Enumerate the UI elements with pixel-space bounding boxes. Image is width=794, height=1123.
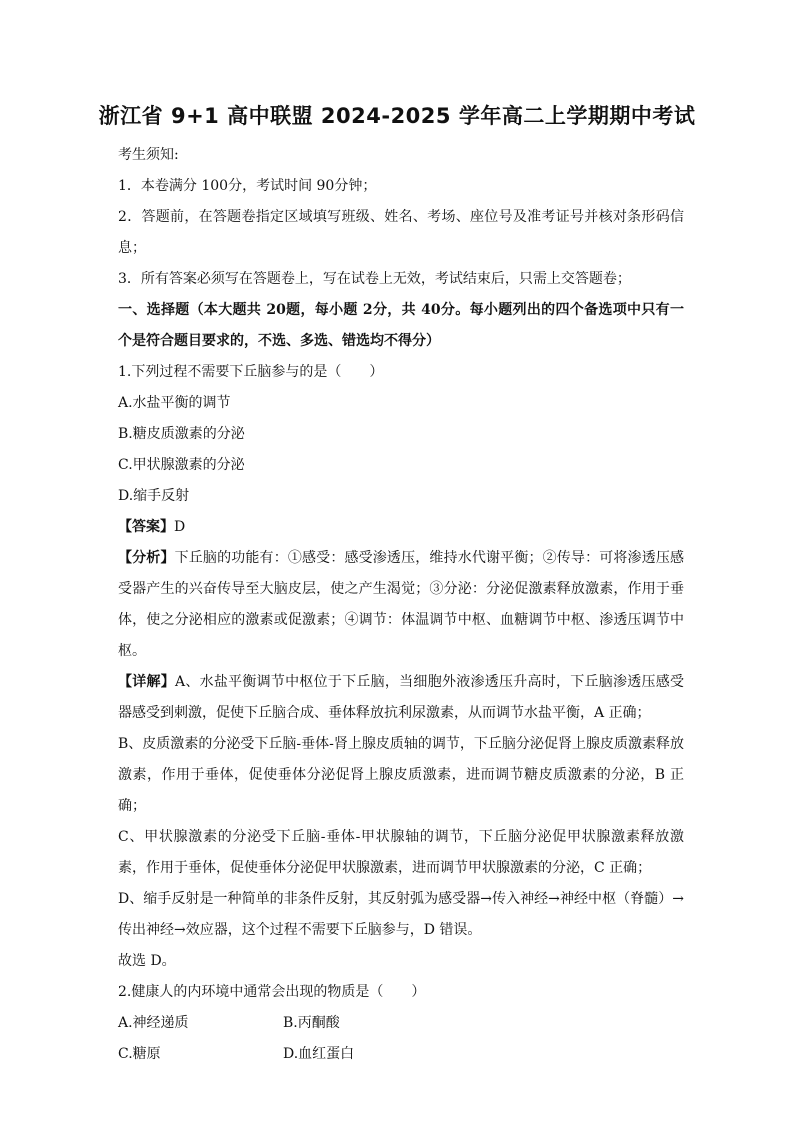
- notice-item: 1．本卷满分 100分，考试时间 90分钟；: [118, 178, 377, 194]
- analysis-paragraph: [118, 543, 684, 667]
- answer-line: [118, 512, 684, 543]
- option-c: C.甲状腺激素的分泌: [118, 457, 245, 473]
- detail-paragraph: D、缩手反射是一种简单的非条件反射，其反射弧为感受器→传入神经→神经中枢（脊髓）→传出神经→效应器，这个过程不需要下丘脑参与，D 错误。: [118, 891, 684, 938]
- option-b: B.丙酮酸: [283, 1015, 340, 1031]
- notice-item: 3．所有答案必须写在答题卷上，写在试卷上无效，考试结束后，只需上交答题卷；: [118, 271, 631, 287]
- option-b: B.糖皮质激素的分泌: [118, 426, 245, 442]
- option-d: D.缩手反射: [118, 488, 190, 504]
- option-d: D.血红蛋白: [283, 1046, 355, 1062]
- detail-paragraph: B、皮质激素的分泌受下丘脑-垂体-肾上腺皮质轴的调节，下丘脑分泌促肾上腺皮质激素释放激素，作用于垂体，促使垂体分泌促肾上腺皮质激素，进而调节糖皮质激素的分泌，B 正确；: [118, 736, 684, 814]
- detail-paragraph: C、甲状腺激素的分泌受下丘脑-垂体-甲状腺轴的调节，下丘脑分泌促甲状腺激素释放激素，作用于垂体，促使垂体分泌促甲状腺激素，进而调节甲状腺激素的分泌，C 正确；: [118, 829, 684, 876]
- notice-heading: 考生须知:: [118, 147, 179, 163]
- question-stem: 1.下列过程不需要下丘脑参与的是（ ）: [118, 364, 384, 380]
- page-title: 浙江省 9+1 高中联盟 2024-2025 学年高二上学期期中考试: [98, 104, 696, 128]
- option-a: A.水盐平衡的调节: [118, 395, 231, 411]
- question-options: [118, 1039, 684, 1070]
- detail-paragraph: [118, 667, 684, 729]
- analysis-tag: 【分析】: [118, 550, 175, 566]
- exam-content: [118, 140, 684, 1070]
- option-c: C.糖原: [118, 1046, 161, 1062]
- detail-text: A、水盐平衡调节中枢位于下丘脑，当细胞外液渗透压升高时，下丘脑渗透压感受器感受到刺激，促使下丘脑合成、垂体释放抗利尿激素，从而调节水盐平衡，A 正确；: [118, 674, 685, 721]
- question-options: [118, 388, 684, 512]
- analysis-text: 下丘脑的功能有：①感受：感受渗透压，维持水代谢平衡；②传导：可将渗透压感受器产生的兴奋传导至大脑皮层，使之产生渴觉；③分泌：分泌促激素释放激素，作用于垂体，使之分泌相应的激素或促激素；④调节：体温调节中枢、血糖调节中枢、渗透压调节中枢。: [118, 550, 685, 659]
- question-options: [118, 1008, 684, 1039]
- detail-tag: 【详解】: [118, 674, 176, 690]
- section-heading: 一、选择题（本大题共 20题，每小题 2分，共 40分。每小题列出的四个备选项中只有一个是符合题目要求的，不选、多选、错选均不得分）: [118, 302, 684, 349]
- conclusion: 故选 D。: [118, 953, 176, 969]
- notice-item: 2．答题前，在答题卷指定区域填写班级、姓名、考场、座位号及准考证号并核对条形码信息；: [118, 209, 684, 256]
- question-stem: 2.健康人的内环境中通常会出现的物质是（ ）: [118, 984, 426, 1000]
- answer-value: D: [174, 519, 186, 535]
- answer-tag: 【答案】: [118, 519, 174, 535]
- option-a: A.神经递质: [118, 1015, 189, 1031]
